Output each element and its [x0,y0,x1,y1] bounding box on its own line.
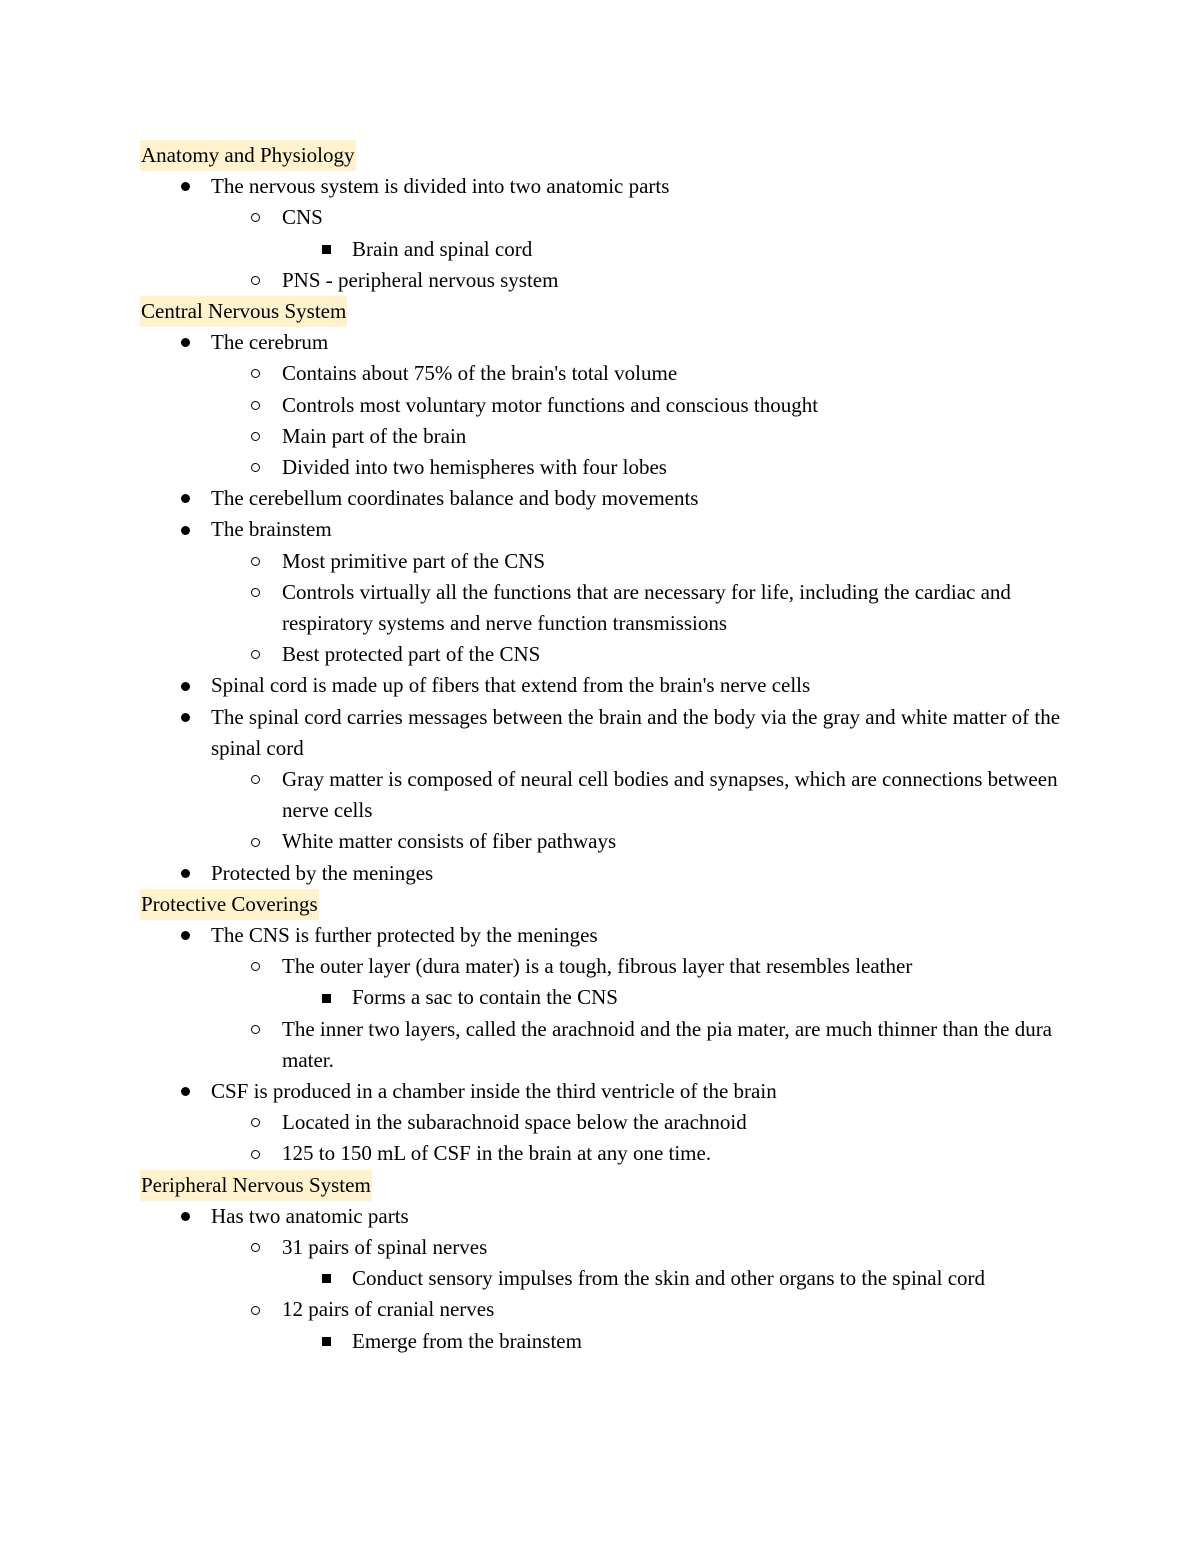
list-item [141,982,1061,1013]
list-item [141,858,1061,889]
section [141,1170,1061,1357]
bullet-circle-icon [245,1294,265,1325]
list-item-text: Spinal cord is made up of fibers that extend from the brain's nerve cells [211,673,811,698]
bullet-square-icon [316,982,336,1013]
bullet-circle-icon [245,951,265,982]
list-item [141,951,1061,982]
list-item-text: The cerebrum [211,330,329,355]
list-item-text: Emerge from the brainstem [352,1328,582,1353]
list-item [141,826,1061,857]
bullet-dot-icon [175,670,195,701]
list-item [141,234,1061,265]
list-item [141,265,1061,296]
list-item [141,1107,1061,1138]
list-item [141,202,1061,233]
notes-body [141,140,1061,1357]
bullet-dot-icon [175,702,195,733]
section-heading: Protective Coverings [140,889,319,920]
list-item-text: The inner two layers, called the arachnoid and the pia mater, are much thinner than the dura mater. [282,1016,1053,1072]
list-item [141,639,1061,670]
section-heading: Central Nervous System [140,296,347,327]
bullet-dot-icon [175,858,195,889]
list-item [141,702,1061,764]
list-item-text: Brain and spinal cord [352,236,533,261]
bullet-circle-icon [245,265,265,296]
list-item [141,483,1061,514]
bullet-circle-icon [245,358,265,389]
bullet-circle-icon [245,764,265,795]
section [141,140,1061,296]
list-item [141,1232,1061,1263]
list-item-text: Forms a sac to contain the CNS [352,985,618,1010]
list-item-text: Gray matter is composed of neural cell bodies and synapses, which are connections between nerve cells [282,767,1058,823]
bullet-circle-icon [245,1014,265,1045]
bullet-square-icon [316,234,336,265]
list-item [141,452,1061,483]
list-item-text: 12 pairs of cranial nerves [282,1297,495,1322]
list-item-text: Located in the subarachnoid space below the arachnoid [282,1110,747,1135]
list-item [141,421,1061,452]
bullet-dot-icon [175,514,195,545]
list-item-text: The nervous system is divided into two anatomic parts [211,174,670,199]
list-item [141,390,1061,421]
bullet-square-icon [316,1263,336,1294]
bullet-circle-icon [245,639,265,670]
list-item-text: Has two anatomic parts [211,1203,409,1228]
list-item [141,1326,1061,1357]
bullet-dot-icon [175,1201,195,1232]
bullet-circle-icon [245,452,265,483]
bullet-circle-icon [245,577,265,608]
list-item-text: The CNS is further protected by the meninges [211,923,598,948]
section-heading: Peripheral Nervous System [140,1170,372,1201]
list-item [141,1263,1061,1294]
section [141,889,1061,1170]
list-item-text: White matter consists of fiber pathways [282,829,617,854]
list-item [141,1138,1061,1169]
list-item-text: Most primitive part of the CNS [282,548,546,573]
list-item-text: CNS [282,205,323,230]
bullet-circle-icon [245,826,265,857]
section-heading: Anatomy and Physiology [140,140,356,171]
list-item [141,1014,1061,1076]
list-item [141,764,1061,826]
list-item-text: Protected by the meninges [211,860,434,885]
bullet-dot-icon [175,1076,195,1107]
bullet-square-icon [316,1326,336,1357]
list-item [141,514,1061,545]
list-item [141,1201,1061,1232]
bullet-dot-icon [175,920,195,951]
list-item-text: Contains about 75% of the brain's total volume [282,361,678,386]
list-item-text: PNS - peripheral nervous system [282,267,559,292]
list-item-text: Main part of the brain [282,423,467,448]
list-item [141,358,1061,389]
list-item-text: Conduct sensory impulses from the skin and other organs to the spinal cord [352,1266,986,1291]
bullet-circle-icon [245,1138,265,1169]
list-item-text: CSF is produced in a chamber inside the third ventricle of the brain [211,1079,777,1104]
list-item-text: Controls most voluntary motor functions and conscious thought [282,392,819,417]
list-item [141,327,1061,358]
list-item [141,577,1061,639]
list-item-text: The spinal cord carries messages between the brain and the body via the gray and white matter of the spinal cord [211,704,1061,760]
list-item [141,171,1061,202]
list-item-text: The outer layer (dura mater) is a tough, fibrous layer that resembles leather [282,954,913,979]
list-item-text: Controls virtually all the functions that are necessary for life, including the cardiac and respiratory systems and nerve function transmissions [282,579,1011,636]
list-item-text: Divided into two hemispheres with four lobes [282,455,667,479]
list-item [141,1076,1061,1107]
bullet-circle-icon [245,390,265,421]
list-item-text: The brainstem [211,517,332,542]
bullet-circle-icon [245,1107,265,1138]
list-item-text: 31 pairs of spinal nerves [282,1235,488,1260]
bullet-circle-icon [245,546,265,577]
list-item [141,1294,1061,1325]
bullet-dot-icon [175,327,195,358]
bullet-circle-icon [245,421,265,452]
list-item-text: The cerebellum coordinates balance and body movements [211,486,699,511]
list-item-text: 125 to 150 mL of CSF in the brain at any one time. [282,1141,712,1166]
list-item-text: Best protected part of the CNS [282,642,541,667]
list-item [141,670,1061,701]
bullet-dot-icon [175,483,195,514]
list-item [141,920,1061,951]
bullet-circle-icon [245,202,265,233]
section [141,296,1061,889]
bullet-circle-icon [245,1232,265,1263]
bullet-dot-icon [175,171,195,202]
list-item [141,546,1061,577]
